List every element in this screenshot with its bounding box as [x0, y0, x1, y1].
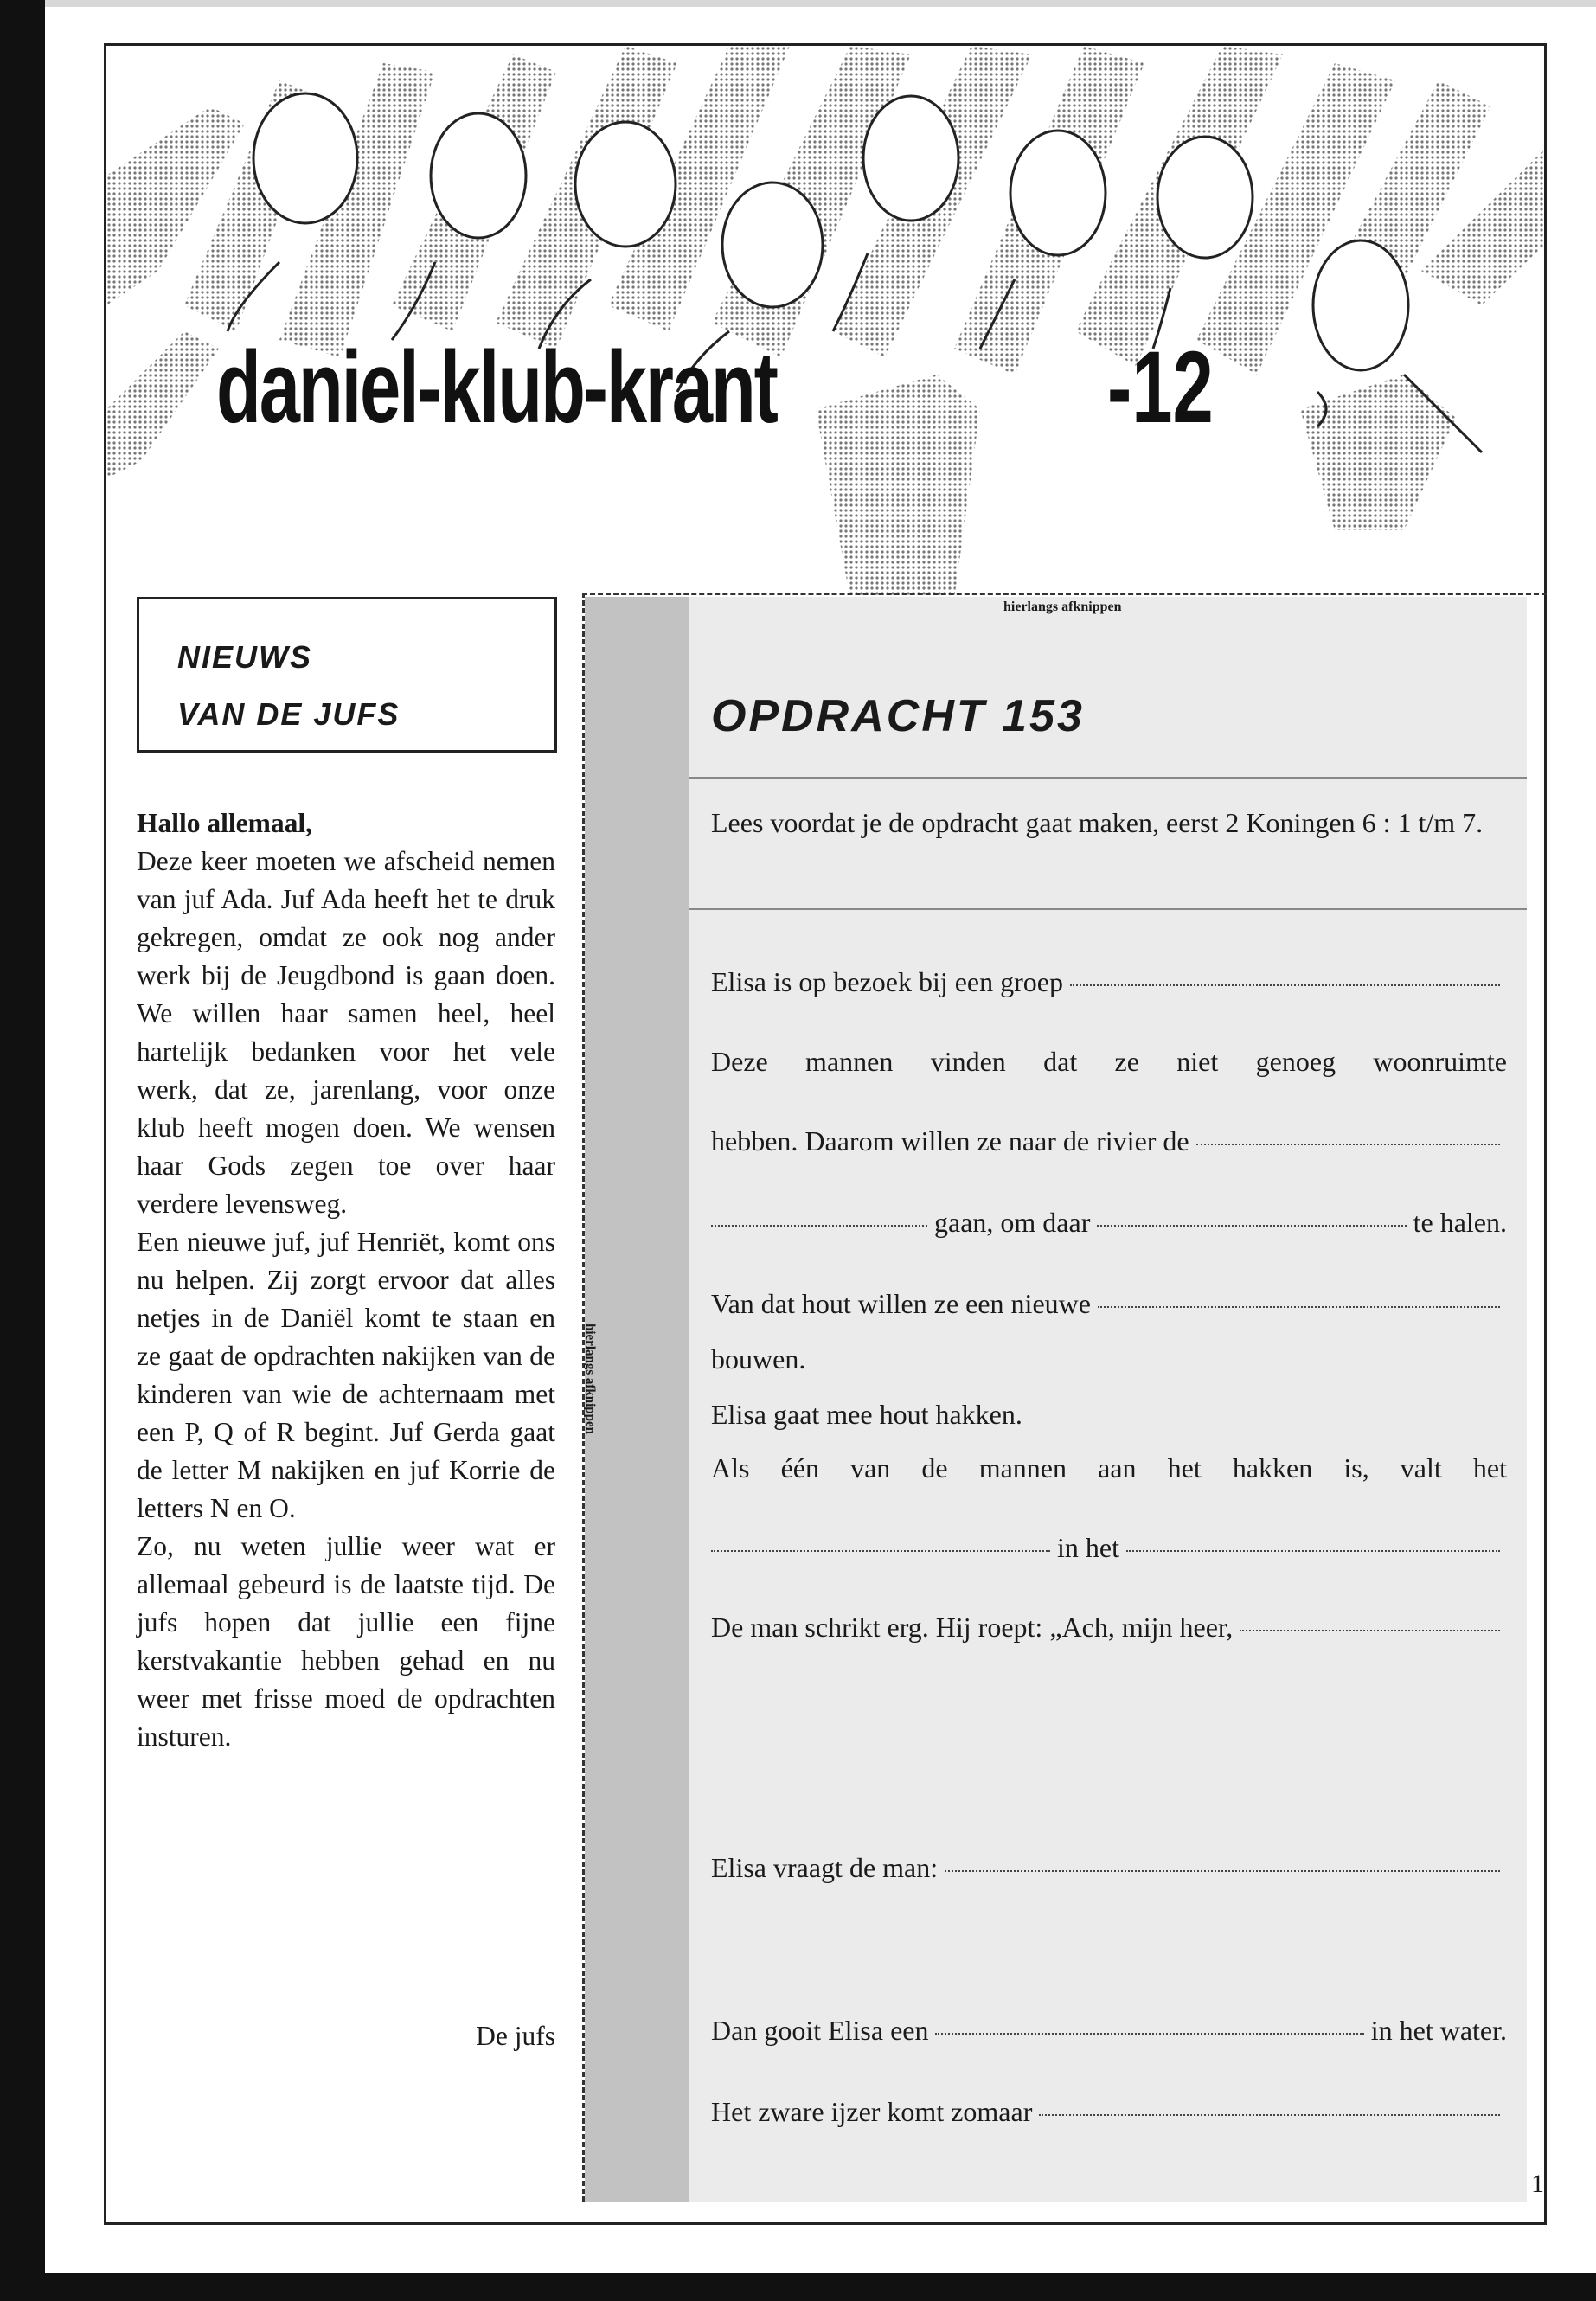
question-line [711, 962, 1507, 1002]
question-text: Van dat hout willen ze een nieuwe [711, 1288, 1091, 1319]
answer-blank[interactable] [1039, 2114, 1500, 2116]
cut-label-side: hierlangs afknippen [583, 1324, 597, 1434]
cut-line-horizontal [582, 593, 1547, 595]
question-text: Het zware ijzer komt zomaar [711, 2096, 1033, 2127]
header-illustration [106, 46, 1544, 599]
question-text: bouwen. [711, 1343, 806, 1375]
question-text: Elisa is op bezoek bij een groep [711, 966, 1063, 997]
letter-paragraph: Zo, nu weten jullie weer wat er allemaal gebeurd is de laatste tijd. De jufs hopen dat jullie een fijne kerstvakantie hebben gehad en nu weer met frisse moed de opdrachten insturen. [137, 1531, 555, 1752]
issue-number: -12 [1107, 330, 1214, 445]
question-text: Dan gooit Elisa een [711, 2015, 929, 2046]
news-box-heading [137, 597, 557, 753]
answer-blank[interactable] [945, 1870, 1500, 1872]
answer-blank[interactable] [1097, 1225, 1406, 1227]
question-text: Elisa gaat mee hout hakken. [711, 1399, 1022, 1430]
question-text: te halen. [1413, 1207, 1507, 1238]
question-line [711, 1848, 1507, 1888]
answer-blank[interactable] [1070, 984, 1500, 986]
answer-blank[interactable] [711, 1550, 1050, 1552]
question-line [711, 2010, 1507, 2050]
letter-paragraph: Een nieuwe juf, juf Henriët, komt ons nu helpen. Zij zorgt ervoor dat alles netjes in de Daniël komt te staan en ze gaat de opdrachten nakijken van de kinderen van wie de achternaam met een P, Q of R begint. Juf Gerda gaat de letter M nakijken en juf Korrie de letters N en O. [137, 1227, 555, 1523]
question-text: in het water. [1370, 2015, 1507, 2046]
question-line [711, 1528, 1507, 1567]
question-text: Deze mannen vinden dat ze niet genoeg woonruimte [711, 1046, 1507, 1077]
question-line [711, 1202, 1507, 1242]
answer-line [711, 1768, 1507, 1770]
answer-blank[interactable] [1098, 1306, 1500, 1308]
answer-blank[interactable] [1126, 1550, 1500, 1552]
letter-column [137, 804, 555, 1756]
letter-paragraph: Deze keer moeten we afscheid nemen van juf Ada. Juf Ada heeft het te druk gekregen, omdat ze ook nog ander werk bij de Jeugdbond is gaan doen. We willen haar samen heel, heel hartelijk bedanken voor het vele werk, dat ze, jarenlang, voor onze klub heeft mogen doen. We wensen haar Gods zegen toe over haar verdere levensweg. [137, 846, 555, 1219]
question-text: gaan, om daar [934, 1207, 1091, 1238]
question-text: De man schrikt erg. Hij roept: „Ach, mijn heer, [711, 1612, 1234, 1643]
answer-line [711, 1929, 1507, 1931]
masthead-title: daniel-klub-krant [216, 330, 777, 445]
scan-edge-left [0, 0, 45, 2301]
cut-label-top: hierlangs afknippen [1003, 599, 1122, 614]
page-number: 1 [1531, 2170, 1544, 2198]
news-box-line2: VAN DE JUFS [177, 696, 401, 732]
answer-line [711, 1689, 1507, 1690]
letter-signoff: De jufs [476, 2021, 555, 2051]
news-box-line1: NIEUWS [177, 639, 312, 675]
scan-edge-top [45, 0, 1596, 7]
divider [689, 777, 1527, 779]
question-text: Elisa vraagt de man: [711, 1852, 939, 1883]
cutout-margin-strip [585, 597, 689, 2202]
letter-greeting: Hallo allemaal, [137, 808, 312, 838]
question-text: in het [1057, 1532, 1119, 1563]
question-line [711, 1284, 1507, 1324]
question-line [711, 1121, 1507, 1161]
question-text: Als één van de mannen aan het hakken is, valt het [711, 1452, 1507, 1484]
answer-blank[interactable] [1240, 1630, 1500, 1631]
divider [689, 908, 1527, 910]
assignment-intro: Lees voordat je de opdracht gaat maken, eerst 2 Koningen 6 : 1 t/m 7. [711, 807, 1484, 838]
question-line [711, 2092, 1507, 2131]
assignment-title: OPDRACHT 153 [711, 691, 1085, 741]
scan-edge-bottom [0, 2273, 1596, 2301]
answer-blank[interactable] [935, 2033, 1363, 2035]
question-text: hebben. Daarom willen ze naar de rivier de [711, 1125, 1189, 1157]
answer-blank[interactable] [711, 1225, 927, 1227]
answer-blank[interactable] [1196, 1144, 1500, 1145]
question-line [711, 1607, 1507, 1647]
